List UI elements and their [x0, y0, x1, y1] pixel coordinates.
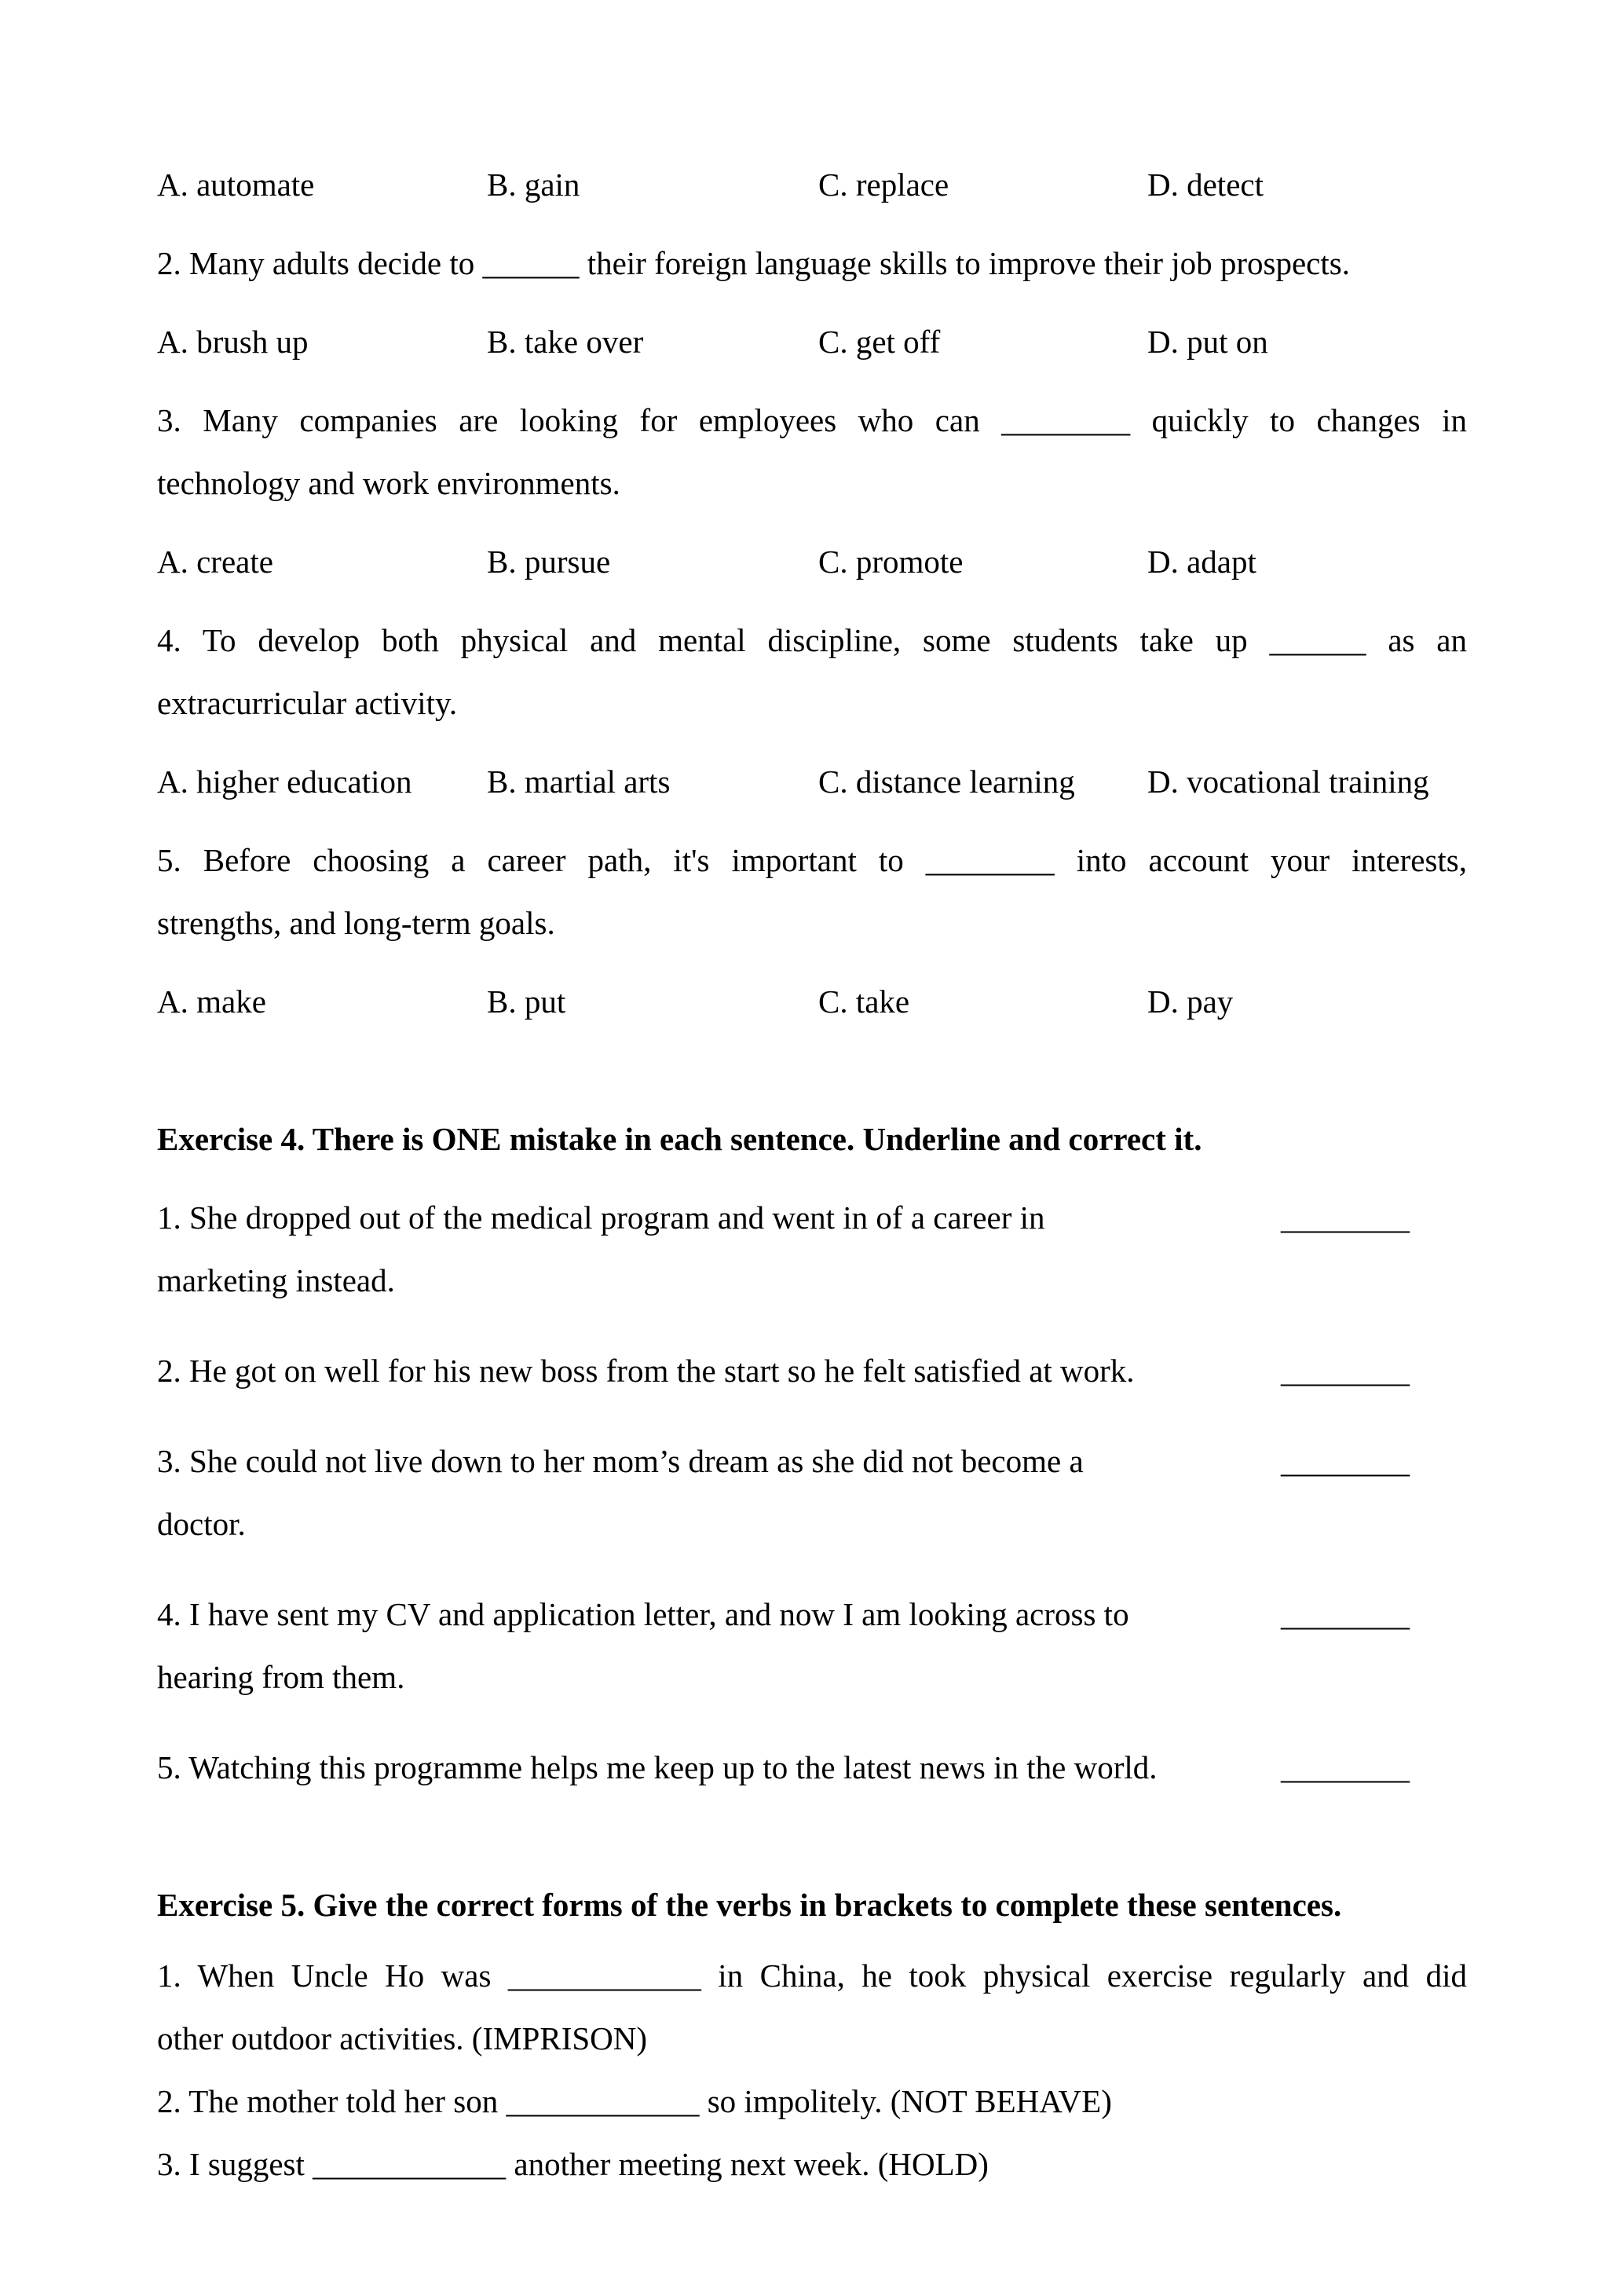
ex4-item-3	[157, 1430, 1467, 1555]
sentence-line: 1. She dropped out of the medical program and went in of a career in	[157, 1199, 1045, 1236]
mcq-option-a: A. automate	[157, 167, 315, 203]
sentence-line: 2. The mother told her son ____________ so impolitely. (NOT BEHAVE)	[157, 2083, 1112, 2119]
mcq-option-d: D. put on	[1147, 324, 1268, 360]
answer-blank: ________	[1281, 1596, 1410, 1632]
mcq-option-d: D. detect	[1147, 167, 1264, 203]
mcq-question-4	[157, 609, 1467, 734]
mcq-option-d: D. vocational training	[1147, 764, 1429, 800]
mcq-option-a: A. brush up	[157, 324, 309, 360]
ex4-item-5	[157, 1736, 1467, 1799]
mcq-option-c: C. promote	[818, 544, 964, 580]
question-line: 5. Before choosing a career path, it's important to ________ into account your interests,	[157, 842, 1467, 878]
mcq-option-a: A. higher education	[157, 764, 412, 800]
question-line: 3. Many companies are looking for employees who can ________ quickly to changes in	[157, 402, 1467, 438]
mcq-option-d: D. adapt	[1147, 544, 1256, 580]
mcq-options-row-1	[157, 153, 1467, 216]
mcq-option-c: C. distance learning	[818, 764, 1075, 800]
mcq-question-2	[157, 232, 1467, 295]
question-line: strengths, and long-term goals.	[157, 905, 555, 941]
mcq-option-b: B. take over	[487, 324, 644, 360]
ex4-item-4	[157, 1583, 1467, 1708]
exercise4-heading: Exercise 4. There is ONE mistake in each sentence. Underline and correct it.	[157, 1121, 1202, 1157]
sentence-line: 2. He got on well for his new boss from the start so he felt satisfied at work.	[157, 1353, 1135, 1389]
mcq-option-c: C. get off	[818, 324, 941, 360]
mcq-options-row-2	[157, 310, 1467, 373]
sentence-line: hearing from them.	[157, 1659, 405, 1695]
mcq-options-row-3	[157, 530, 1467, 593]
mcq-option-b: B. gain	[487, 167, 580, 203]
ex4-sentence	[157, 1339, 1467, 1402]
sentence-line: 3. She could not live down to her mom’s dream as she did not become a	[157, 1443, 1084, 1479]
mcq-option-a: A. create	[157, 544, 273, 580]
ex4-sentence	[157, 1736, 1467, 1799]
sentence-line: 3. I suggest ____________ another meeting next week. (HOLD)	[157, 2146, 989, 2182]
mcq-option-b: B. martial arts	[487, 764, 671, 800]
ex4-item-1	[157, 1186, 1467, 1312]
mcq-option-b: B. put	[487, 983, 566, 1020]
question-line: technology and work environments.	[157, 465, 620, 501]
answer-blank: ________	[1281, 1199, 1410, 1236]
mcq-option-c: C. take	[818, 983, 910, 1020]
mcq-options-row-4	[157, 750, 1467, 813]
sentence-line: doctor.	[157, 1506, 246, 1542]
sentence-line: 5. Watching this programme helps me keep up to the latest news in the world.	[157, 1749, 1158, 1785]
answer-blank: ________	[1281, 1749, 1410, 1785]
ex5-items	[157, 1944, 1467, 2195]
answer-blank: ________	[1281, 1353, 1410, 1389]
sentence-line: marketing instead.	[157, 1262, 395, 1298]
answer-blank: ________	[1281, 1443, 1410, 1479]
mcq-question-5	[157, 829, 1467, 954]
sentence-line: 4. I have sent my CV and application letter, and now I am looking across to	[157, 1596, 1129, 1632]
ex4-sentence	[157, 1430, 1467, 1555]
mcq-question-3	[157, 389, 1467, 514]
question-line: extracurricular activity.	[157, 685, 458, 721]
mcq-options-row-5	[157, 970, 1467, 1033]
mcq-option-d: D. pay	[1147, 983, 1234, 1020]
mcq-option-b: B. pursue	[487, 544, 611, 580]
sentence-line: 1. When Uncle Ho was ____________ in China, he took physical exercise regularly and did	[157, 1957, 1467, 1994]
mcq-option-c: C. replace	[818, 167, 949, 203]
mcq-option-a: A. make	[157, 983, 266, 1020]
ex4-item-2	[157, 1339, 1467, 1402]
exercise5-heading: Exercise 5. Give the correct forms of the verbs in brackets to complete these sentences.	[157, 1887, 1342, 1923]
question-line: 2. Many adults decide to ______ their foreign language skills to improve their job prospects.	[157, 245, 1350, 281]
ex4-sentence	[157, 1583, 1467, 1708]
sentence-line: other outdoor activities. (IMPRISON)	[157, 2020, 648, 2056]
question-line: 4. To develop both physical and mental discipline, some students take up ______ as an	[157, 622, 1467, 658]
ex4-sentence	[157, 1186, 1467, 1312]
